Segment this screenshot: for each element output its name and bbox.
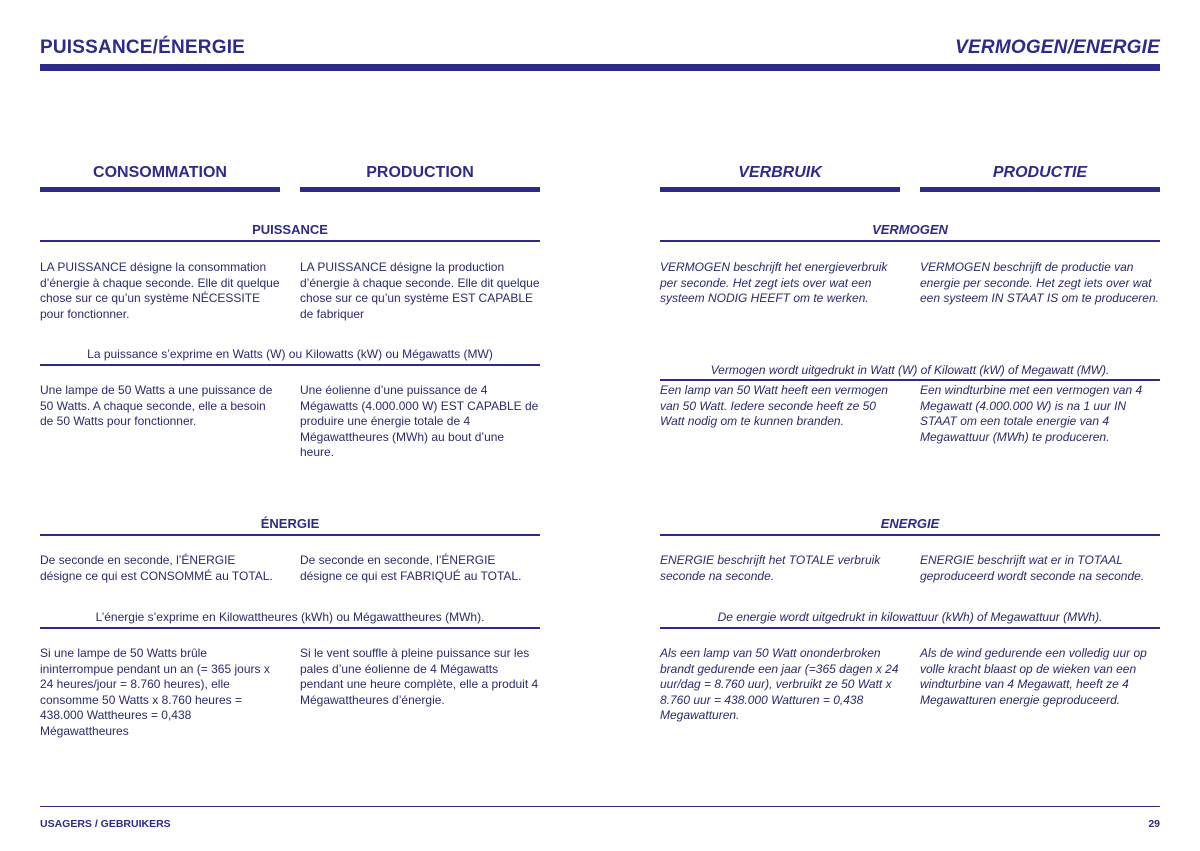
power-units-fr: La puissance s’exprime en Watts (W) ou Kilowatts (kW) ou Mégawatts (MW) — [87, 347, 493, 361]
column-heading-consumption-fr: CONSOMMATION — [93, 164, 227, 181]
power-example-production-nl: Een windturbine met een vermogen van 4 Megawatt (4.000.000 W) is na 1 uur IN STAAT om een totale energie van 4 Megawattuur (MWh) te produceren. — [920, 383, 1143, 444]
power-example-production-fr: Une éolienne d’une puissance de 4 Mégawatts (4.000.000 W) EST CAPABLE de produire une énergie totale de 4 Mégawattheures (MWh) au bout d’une heure. — [300, 383, 539, 459]
power-example-consumption-fr: Une lampe de 50 Watts a une puissance de 50 Watts. A chaque seconde, elle a besoin de 50 Watts pour fonctionner. — [40, 383, 273, 428]
column-rule — [660, 187, 900, 192]
power-production-text-fr: LA PUISSANCE désigne la production d’énergie à chaque seconde. Elle dit quelque chose sur ce qu’un système EST CAPABLE de fabriquer — [300, 260, 540, 321]
header-rule — [40, 64, 1160, 71]
column-heading-consumption-nl: VERBRUIK — [738, 164, 822, 181]
energy-example-consumption-fr: Si une lampe de 50 Watts brûle ininterrompue pendant un an (= 365 jours x 24 heures/jour = 8.760 heures), elle consomme 50 Watts x 8.760 heures = 438.000 Wattheures = 0,438 Mégawattheures — [40, 646, 270, 738]
footer-rule — [40, 806, 1160, 807]
power-units-nl: Vermogen wordt uitgedrukt in Watt (W) of Kilowatt (kW) of Megawatt (MW). — [710, 363, 1110, 377]
section-rule — [660, 627, 1160, 629]
column-rule — [920, 187, 1160, 192]
column-heading-production-fr: PRODUCTION — [366, 164, 474, 181]
energy-units-fr: L’énergie s’exprime en Kilowattheures (kWh) ou Mégawattheures (MWh). — [95, 610, 485, 624]
energy-example-production-nl: Als de wind gedurende een volledig uur op volle kracht blaast op de wieken van een windturbine van 4 Megawatt, heeft ze 4 Megawatturen energie geproduceerd. — [920, 646, 1147, 707]
energy-example-production-fr: Si le vent souffle à pleine puissance sur les pales d’une éolienne de 4 Mégawatts pendant une heure complète, elle a produit 4 Mégawattheures d’énergie. — [300, 646, 539, 707]
section-heading-power-fr: PUISSANCE — [252, 222, 328, 237]
page-number: 29 — [1148, 818, 1160, 830]
energy-consumption-text-fr: De seconde en seconde, l’ÉNERGIE désigne ce qui est CONSOMMÉ au TOTAL. — [40, 553, 273, 583]
column-rule — [40, 187, 280, 192]
power-consumption-text-fr: LA PUISSANCE désigne la consommation d’énergie à chaque seconde. Elle dit quelque chose sur ce qu’un système NÉCESSITE pour fonctionner. — [40, 260, 280, 321]
energy-consumption-text-nl: ENERGIE beschrijft het TOTALE verbruik seconde na seconde. — [660, 553, 881, 583]
energy-production-text-fr: De seconde en seconde, l’ÉNERGIE désigne ce qui est FABRIQUÉ au TOTAL. — [300, 553, 522, 583]
page-title-nl: VERMOGEN/ENERGIE — [955, 37, 1160, 58]
footer-label: USAGERS / GEBRUIKERS — [40, 818, 171, 830]
section-heading-energy-fr: ÉNERGIE — [260, 516, 320, 531]
power-example-consumption-nl: Een lamp van 50 Watt heeft een vermogen van 50 Watt. Iedere seconde heeft ze 50 Watt nodig om te kunnen branden. — [660, 383, 888, 428]
section-rule — [660, 379, 1160, 381]
energy-units-nl: De energie wordt uitgedrukt in kilowattuur (kWh) of Megawattuur (MWh). — [717, 610, 1103, 624]
energy-production-text-nl: ENERGIE beschrijft wat er in TOTAAL geproduceerd wordt seconde na seconde. — [920, 553, 1145, 583]
section-rule — [40, 364, 540, 366]
column-heading-production-nl: PRODUCTIE — [992, 164, 1088, 181]
section-heading-power-nl: VERMOGEN — [872, 222, 948, 237]
section-rule — [660, 240, 1160, 242]
energy-example-consumption-nl: Als een lamp van 50 Watt ononderbroken brandt gedurende een jaar (=365 dagen x 24 uur/dag = 8.760 uur), verbruikt ze 50 Watt x 8.760 uur = 438.000 Watturen = 0,438 Megawatturen. — [660, 646, 899, 722]
column-rule — [300, 187, 540, 192]
section-rule — [40, 627, 540, 629]
power-consumption-text-nl: VERMOGEN beschrijft het energieverbruik per seconde. Het zegt iets over wat een systeem NODIG HEEFT om te werken. — [660, 260, 888, 305]
page-title-fr: PUISSANCE/ÉNERGIE — [40, 37, 246, 58]
power-production-text-nl: VERMOGEN beschrijft de productie van energie per seconde. Het zegt iets over wat een systeem IN STAAT IS om te produceren. — [920, 260, 1159, 305]
section-rule — [660, 534, 1160, 536]
section-rule — [40, 534, 540, 536]
section-rule — [40, 240, 540, 242]
section-heading-energy-nl: ENERGIE — [880, 516, 940, 531]
